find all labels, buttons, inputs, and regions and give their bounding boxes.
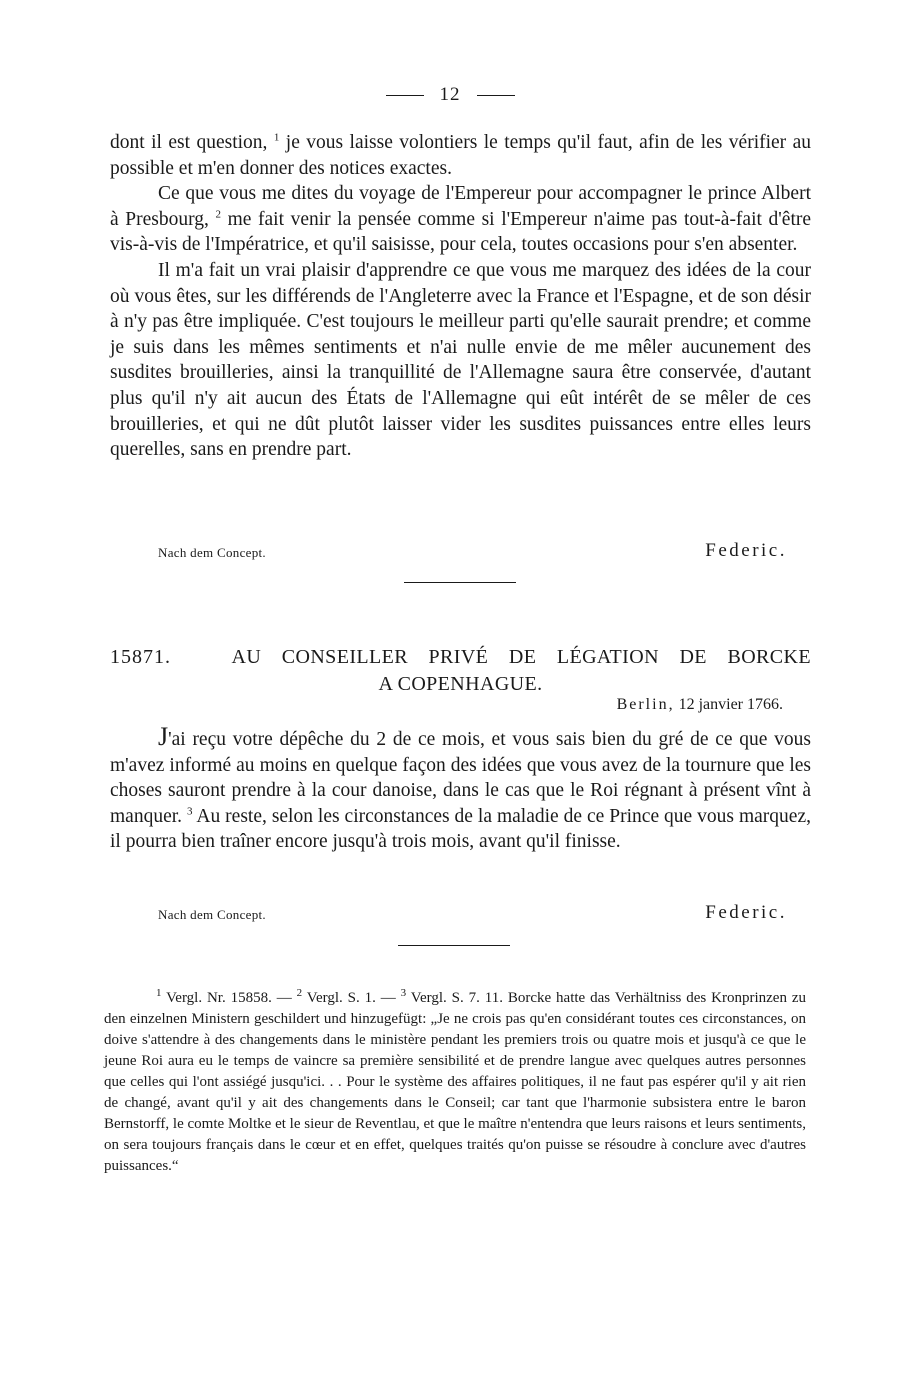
footnote-number: 2 — [296, 987, 303, 999]
footnote-block: $^1$ Vergl. Nr. 15858. — $^2$ Vergl. S. 1. — $^3$ Vergl. S. 7. 11. Borcke hatte das Verhältniss des Kronprinzen zu den einzelnen Ministern geschildert und hinzugefügt: „Je ne crois pas qu'en considérant toutes ces circonstances, on doive s'attendre à des changements dans le ministère pendant les premiers trois ou quatre mois et jusqu'à ce que le jeune Roi aura eu le temps de vaincre sa première sensibilité et de prendre langue avec quelques autres personnes que celles qui l'ont assiégé jusqu'ici. . . Pour le système des affaires politiques, il ne faut pas espérer qu'il y ait rien de changé, avant qu'il y ait des changements dans le Conseil; car tant que l'harmonie subsistera entre le baron Bernstorff, le comte Moltke et le sieur de Reventlau, et que le maître n'entendra que leurs raisons et leurs sentiments, on sera toujours français dans le cœur et en effet, quelques traités qu'on puisse se résoudre à conclure avec d'autres puissances.“ — [104, 987, 806, 1174]
letter-number: 15871. — [110, 646, 171, 668]
previous-letter-body — [110, 130, 811, 463]
header-dash-left — [386, 95, 424, 96]
dateline-date: 12 janvier 1766. — [678, 696, 783, 713]
footnote-mark: 3 — [186, 805, 193, 818]
footnotes — [104, 988, 806, 1177]
footnote-mark: 1 — [273, 131, 280, 144]
initial-letter: J — [158, 722, 169, 751]
letter-title-line2: A COPENHAGUE. — [378, 673, 543, 695]
paragraph-emperor: Ce que vous me dites du voyage de l'Empereur pour accompagner le prince Albert à Presbourg, $^2$ me fait venir la pensée comme si l'Empereur n'aime pas tout-à-fait d'être vis-à-vis de l'Impératrice, et qu'il saisisse, pour cela, toutes occasions pour s'en absenter. — [110, 183, 812, 256]
previous-letter-signature-row — [110, 540, 811, 566]
paragraph-continuation: dont il est question, $^1$ je vous laisse volontiers le temps qu'il faut, afin de les vérifier au possible et m'en donner des notices exactes. — [110, 131, 812, 179]
dateline-place: Berlin, — [616, 696, 675, 713]
footnote-number: 1 — [156, 987, 162, 999]
signature: Federic. — [705, 902, 787, 923]
source-note: Nach dem Concept. — [158, 907, 266, 922]
section-divider — [404, 582, 516, 583]
page-number — [0, 84, 900, 106]
letter-heading — [110, 644, 811, 698]
letter-heading-line1 — [110, 644, 811, 671]
footnote-number: 3 — [400, 987, 407, 999]
section-divider — [398, 945, 510, 946]
source-note: Nach dem Concept. — [158, 545, 266, 560]
letter-body — [110, 724, 811, 855]
footnote-mark: 2 — [215, 208, 221, 221]
signature: Federic. — [705, 540, 787, 561]
letter-paragraph: J'ai reçu votre dépêche du 2 de ce mois, et vous sais bien du gré de ce que vous m'avez informé au moins en quelque façon des idées que vous avez de la tournure que les choses sauront prendre à la cour danoise, dans le cas que le Roi régnant à présent vînt à manquer. $^3$ Au reste, selon les circonstances de la maladie de ce Prince que vous marquez, il pourra bien traîner encore jusqu'à trois mois, avant qu'il finisse. — [110, 722, 811, 853]
header-dash-right — [477, 95, 515, 96]
page-number-text: 12 — [439, 84, 461, 105]
paragraph-court: Il m'a fait un vrai plaisir d'apprendre ce que vous me marquez des idées de la cour où vous êtes, sur les différends de l'Angleterre avec la France et l'Espagne, et de son désir à n'y pas être impliquée. C'est toujours le meilleur parti qu'elle saurait prendre; et comme je suis dans les mêmes sentiments et n'ai nulle envie de me mêler aucunement des susdites brouilleries, ainsi la tranquillité de l'Allemagne saura être conservée, d'autant plus qu'il n'y ait aucun des États de l'Allemagne qui eût intérêt de se mêler de ces brouilleries, et qui ne dût plutôt laisser vider les susdites puissances entre elles leurs querelles, sans en prendre part. — [110, 259, 811, 461]
letter-title: AU CONSEILLER PRIVÉ DE LÉGATION DE BORCKE — [231, 646, 811, 668]
dateline — [110, 696, 783, 714]
letter-signature-row — [110, 902, 811, 928]
